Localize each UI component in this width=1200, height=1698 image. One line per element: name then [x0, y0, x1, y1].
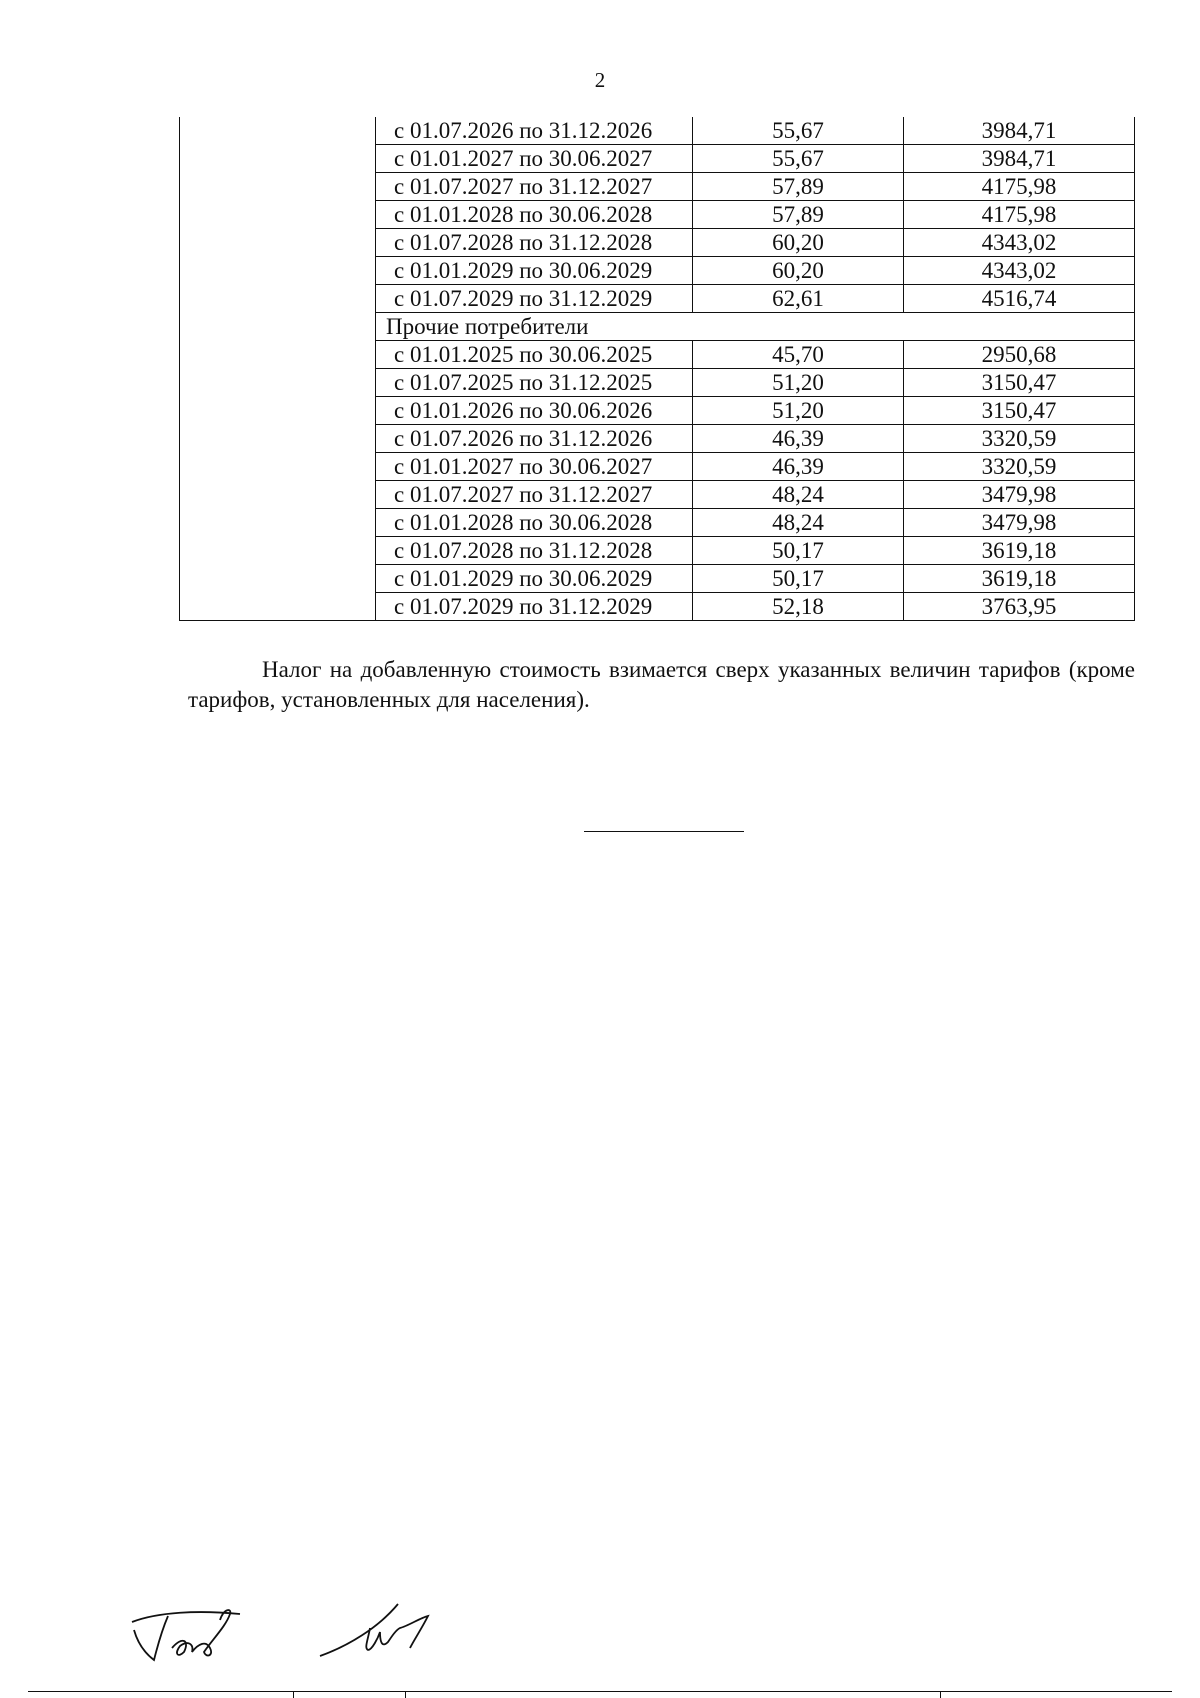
period-cell: с 01.01.2026 по 30.06.2026 — [376, 397, 693, 425]
tariff-cell: 3479,98 — [904, 481, 1135, 509]
rate-cell: 51,20 — [693, 397, 904, 425]
rate-cell: 45,70 — [693, 341, 904, 369]
period-cell: с 01.07.2028 по 31.12.2028 — [376, 537, 693, 565]
rate-cell: 55,67 — [693, 145, 904, 173]
footer-rule — [28, 1691, 1172, 1692]
signature-stroke — [134, 1616, 168, 1660]
tariff-cell: 3984,71 — [904, 145, 1135, 173]
group-label-cell: Прочие потребители — [376, 313, 1135, 341]
page-number: 2 — [594, 68, 606, 92]
period-cell: с 01.01.2025 по 30.06.2025 — [376, 341, 693, 369]
tariff-cell: 3619,18 — [904, 565, 1135, 593]
tariff-cell: 4516,74 — [904, 285, 1135, 313]
period-cell: с 01.07.2026 по 31.12.2026 — [376, 117, 693, 145]
rate-cell: 50,17 — [693, 565, 904, 593]
tariff-table-body — [180, 117, 1135, 621]
period-cell: с 01.01.2029 по 30.06.2029 — [376, 565, 693, 593]
period-cell: с 01.01.2027 по 30.06.2027 — [376, 145, 693, 173]
tariff-cell: 4175,98 — [904, 173, 1135, 201]
tariff-cell: 3320,59 — [904, 425, 1135, 453]
rate-cell: 46,39 — [693, 425, 904, 453]
period-cell: с 01.07.2026 по 31.12.2026 — [376, 425, 693, 453]
rate-cell: 52,18 — [693, 593, 904, 621]
period-cell: с 01.07.2029 по 31.12.2029 — [376, 593, 693, 621]
period-cell: с 01.01.2029 по 30.06.2029 — [376, 257, 693, 285]
rate-cell: 51,20 — [693, 369, 904, 397]
tariff-cell: 3150,47 — [904, 369, 1135, 397]
rate-cell: 57,89 — [693, 201, 904, 229]
rate-cell: 60,20 — [693, 229, 904, 257]
rate-cell: 48,24 — [693, 481, 904, 509]
tariff-table — [179, 117, 1135, 621]
signature-stroke — [172, 1610, 230, 1655]
table-row — [180, 117, 1135, 145]
footer-tick — [405, 1691, 406, 1698]
period-cell: с 01.01.2028 по 30.06.2028 — [376, 201, 693, 229]
period-cell: с 01.07.2027 по 31.12.2027 — [376, 173, 693, 201]
tariff-cell: 2950,68 — [904, 341, 1135, 369]
rate-cell: 60,20 — [693, 257, 904, 285]
tariff-cell: 3150,47 — [904, 397, 1135, 425]
period-cell: с 01.01.2028 по 30.06.2028 — [376, 509, 693, 537]
rate-cell: 57,89 — [693, 173, 904, 201]
period-cell: с 01.07.2025 по 31.12.2025 — [376, 369, 693, 397]
blank-merged-cell — [180, 117, 376, 621]
rate-cell: 48,24 — [693, 509, 904, 537]
rate-cell: 46,39 — [693, 453, 904, 481]
signature-mark-2 — [318, 1598, 448, 1668]
tariff-cell: 3763,95 — [904, 593, 1135, 621]
rate-cell: 55,67 — [693, 117, 904, 145]
signature-stroke — [320, 1604, 398, 1656]
tariff-cell: 3619,18 — [904, 537, 1135, 565]
signature-stroke — [366, 1616, 428, 1650]
rate-cell: 50,17 — [693, 537, 904, 565]
rate-cell: 62,61 — [693, 285, 904, 313]
period-cell: с 01.01.2027 по 30.06.2027 — [376, 453, 693, 481]
vat-note: Налог на добавленную стоимость взимается сверх указанных величин тарифов (кроме тарифов, установленных для населения). — [188, 657, 1135, 712]
period-cell: с 01.07.2029 по 31.12.2029 — [376, 285, 693, 313]
tariff-cell: 4175,98 — [904, 201, 1135, 229]
tariff-cell: 3984,71 — [904, 117, 1135, 145]
tariff-cell: 4343,02 — [904, 229, 1135, 257]
signature-mark-1 — [128, 1600, 258, 1670]
period-cell: с 01.07.2027 по 31.12.2027 — [376, 481, 693, 509]
end-separator-line — [584, 831, 744, 832]
tariff-cell: 3479,98 — [904, 509, 1135, 537]
period-cell: с 01.07.2028 по 31.12.2028 — [376, 229, 693, 257]
footer-tick — [940, 1691, 941, 1698]
footer-tick — [293, 1691, 294, 1698]
tariff-cell: 3320,59 — [904, 453, 1135, 481]
tariff-cell: 4343,02 — [904, 257, 1135, 285]
